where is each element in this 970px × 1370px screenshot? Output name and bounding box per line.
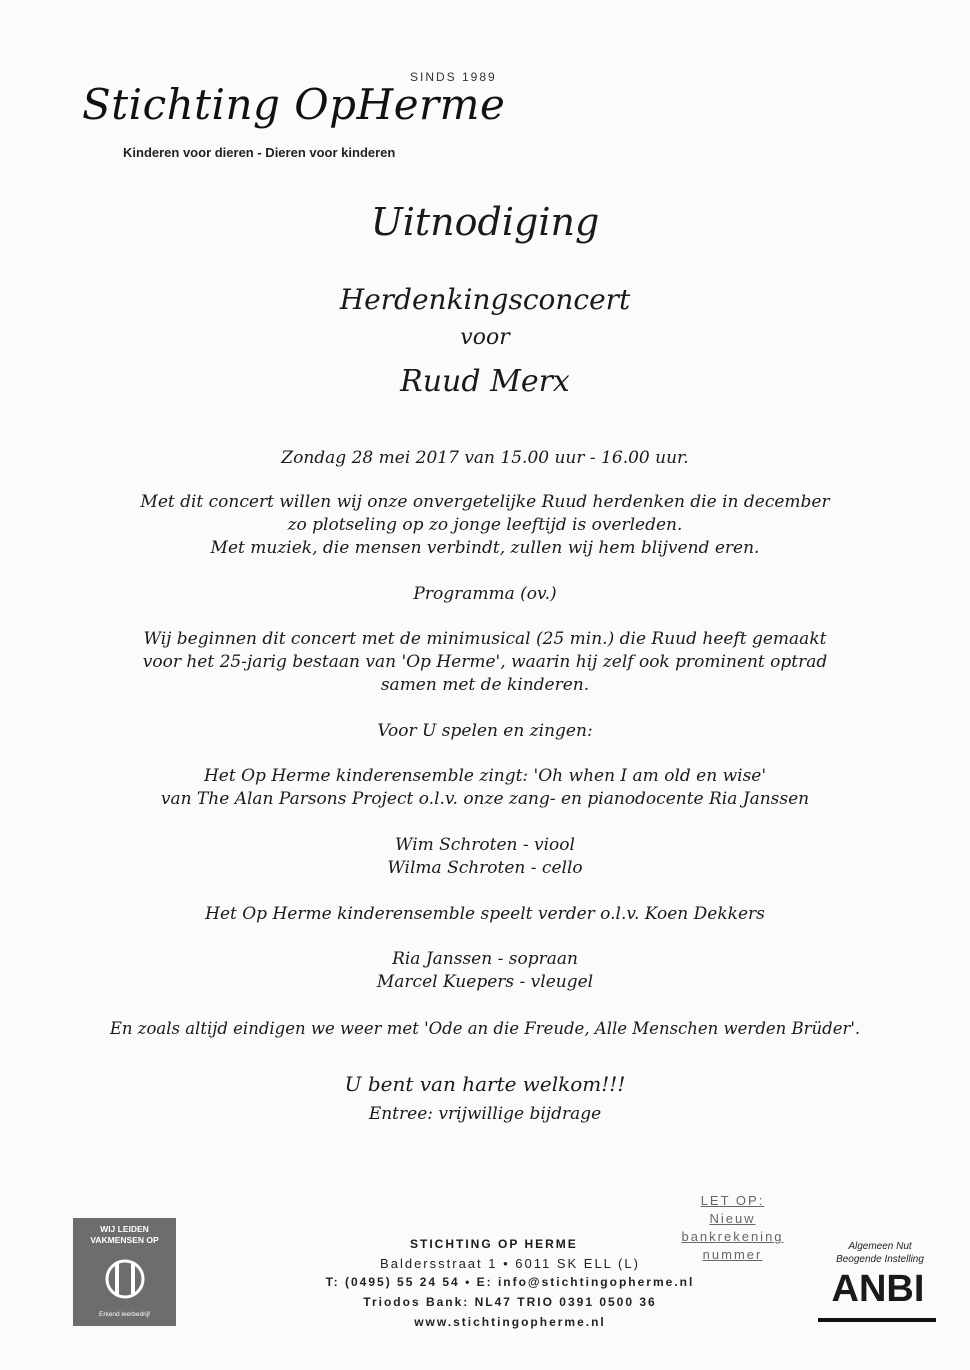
footer-bank: Triodos Bank: NL47 TRIO 0391 0500 36 [363, 1295, 657, 1309]
honoree-name: Ruud Merx [400, 364, 570, 399]
concert-title: Herdenkingsconcert [339, 283, 631, 316]
notice-line: bankrekening [681, 1229, 784, 1244]
performer-line: Wilma Schroten - cello [387, 858, 583, 878]
anbi-logo: ANBI [831, 1268, 925, 1310]
org-logo-name: Stichting OpHerme [82, 80, 506, 129]
performers-heading: Voor U spelen en zingen: [377, 721, 593, 741]
voor-label: voor [460, 325, 510, 350]
badge-subtitle: Erkend leerbedrijf [99, 1311, 150, 1318]
intro-line: zo plotseling op zo jonge leeftijd is overleden. [287, 515, 683, 535]
performer-line: Wim Schroten - viool [395, 835, 575, 855]
notice-line: Nieuw [709, 1211, 756, 1226]
ensemble-line: Het Op Herme kinderensemble zingt: 'Oh when I am old en wise' [203, 766, 767, 786]
erkend-leerbedrijf-badge [73, 1218, 176, 1326]
notice-line: LET OP: [700, 1193, 765, 1208]
performer-line: Ria Janssen - sopraan [392, 949, 578, 969]
anbi-description [820, 1240, 940, 1266]
event-date: Zondag 28 mei 2017 van 15.00 uur - 16.00 uur. [281, 448, 689, 468]
footer-org-name: STICHTING OP HERME [410, 1237, 578, 1251]
entry-line: Entree: vrijwillige bijdrage [368, 1104, 602, 1124]
performer-line: Marcel Kuepers - vleugel [376, 972, 594, 992]
intro-line: Met dit concert willen wij onze onvergetelijke Ruud herdenken die in december [140, 492, 830, 512]
program-heading: Programma (ov.) [413, 584, 557, 604]
sbb-logo-icon [95, 1254, 155, 1304]
program-line: voor het 25-jarig bestaan van 'Op Herme', waarin hij zelf ook prominent optrad [142, 652, 828, 672]
notice-line: nummer [702, 1247, 763, 1262]
ensemble-line: van The Alan Parsons Project o.l.v. onze zang- en pianodocente Ria Janssen [160, 789, 810, 809]
footer-address: Baldersstraat 1 • 6011 SK ELL (L) [380, 1256, 640, 1271]
intro-line: Met muziek, die mensen verbindt, zullen wij hem blijvend eren. [210, 538, 760, 558]
org-tagline: Kinderen voor dieren - Dieren voor kinderen [123, 145, 396, 160]
footer-contact: T: (0495) 55 24 54 • E: info@stichtingopherme.nl [325, 1275, 695, 1289]
anbi-line: Algemeen Nut [848, 1241, 912, 1252]
anbi-line: Beogende Instelling [836, 1254, 924, 1265]
program-line: samen met de kinderen. [380, 675, 590, 695]
invitation-title: Uitnodiging [370, 200, 600, 244]
new-bank-notice [660, 1192, 805, 1264]
badge-title: WIJ LEIDEN VAKMENSEN OP [90, 1224, 159, 1245]
closing-line: En zoals altijd eindigen we weer met 'Ode an die Freude, Alle Menschen werden Brüder'. [109, 1019, 861, 1038]
anbi-underline [818, 1318, 936, 1322]
footer-website: www.stichtingopherme.nl [414, 1315, 606, 1329]
welcome-line: U bent van harte welkom!!! [344, 1072, 626, 1096]
program-line: Wij beginnen dit concert met de minimusical (25 min.) die Ruud heeft gemaakt [143, 629, 827, 649]
since-label: SINDS 1989 [410, 70, 497, 84]
ensemble-line: Het Op Herme kinderensemble speelt verder o.l.v. Koen Dekkers [205, 904, 765, 924]
